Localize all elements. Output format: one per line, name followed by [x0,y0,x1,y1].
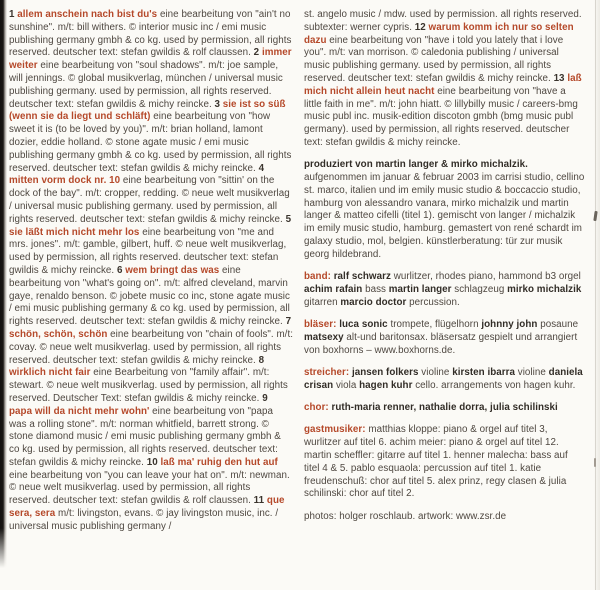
photos-artwork-credit [304,511,586,524]
blaeser-credits [304,319,586,357]
credit-name: jansen folkers [351,366,419,378]
track-credits-left [9,9,293,534]
credit-name: mirko michalzik [507,283,582,295]
track-number: 8 [258,354,265,366]
page-edge-mark-lower [594,458,596,467]
credit-text: bass [362,283,389,295]
credit-text: eine bearbeitung von "chain of fools". m/t: covay. © neue welt musikverlag. used by permission, all rights reserved. deutscher text: stefan gwildis & michy reincke. [9,328,293,366]
track-number: 11 [253,495,267,507]
production-credits [304,159,586,261]
left-column [9,9,293,534]
track-number: 3 [214,98,223,110]
track-credits-right [304,9,586,150]
section-label: gastmusiker: [304,424,369,436]
section-label: band: [304,271,334,283]
track-number: 5 [285,213,292,225]
credit-name: ruth-maria renner, nathalie dorra, julia schilinski [331,402,558,414]
track-number: 4 [258,162,265,174]
credit-name: ralf schwarz [333,271,391,283]
credit-text: eine bearbeitung von "soul shadows". m/t: joe sample, will jennings. © global musikverlag, münchen / universal music publishing germany. used by permission, all rights reserved. deutscher text: stefan gwildis & michy reincke. [9,60,283,110]
credit-text: cello. arrangements von hagen kuhr. [412,379,576,391]
track-title: sie läßt mich nicht mehr los [9,226,140,238]
credit-text: eine bearbeitung von "sittin' on the dock of the bay". m/t: cropper, redding. © neue welt musikverlag / universal music publishing germany. used by permission, all rights reserved. deutscher text: stefan gwildis & michy reincke. [9,175,290,225]
track-number: 1 [9,9,18,20]
credit-name: matsexy [304,331,344,343]
section-label: bläser: [304,319,340,331]
credit-name: daniela crisan [304,366,583,391]
track-title: wirklich nicht fair [9,367,91,379]
track-title: laß ma' ruhig den hut auf [160,456,278,468]
track-title: warum komm ich nur so selten dazu [304,21,574,46]
credit-text: percussion. [406,296,460,308]
credit-text: eine bearbeitung von "you can leave your hat on". m/t: newman. © neue welt musikverlag. used by permission, all rights reserved. deutscher text: stefan gwildis & rolf claussen. [9,469,290,507]
credit-text: photos: holger roschlaub. artwork: www.zsr.de [304,510,507,522]
credit-text: eine Bearbeitung von "family affair". m/t: stewart. © neue welt musikverlag. used by permission, all rights reserved. Deutscher Text: stefan gwildis & michy reincke. [9,367,288,404]
gastmusiker-credits [304,424,586,501]
track-title: papa will da nicht mehr wohn' [9,405,150,417]
credit-text: posaune [537,319,579,331]
track-number: 7 [285,316,292,328]
track-number: 9 [262,392,268,404]
track-title: immer weiter [9,47,292,72]
scan-left-edge [0,0,7,568]
track-number: 10 [146,456,161,468]
credit-text: violine [418,366,453,378]
chor-credits [304,402,586,415]
page-edge-line [595,0,596,590]
streicher-credits [304,367,586,393]
track-number: 2 [253,47,262,59]
right-column [304,9,586,534]
credit-name: kirsten ibarra [452,366,515,378]
credit-text: wurlitzer, rhodes piano, hammond b3 orgel [390,271,581,283]
section-label: chor: [304,402,332,414]
credit-text: viola [333,379,360,391]
credit-text: matthias kloppe: piano & orgel auf titel 3, wurlitzer auf titel 6. achim meier: piano & orgel auf titel 12. martin scheffler: gitarre auf titel 1. henner malecha: bass auf titel 4 & 5. pablo esquaola: percussion auf titel 1. katie freudenschuß: chor auf titel 5. alex prinz, regy clasen & julia schilinski: chor auf titel 2. [304,424,568,500]
credit-name: produziert von martin langer & mirko michalzik. [304,159,528,171]
credit-name: marcio doctor [340,296,407,308]
credit-name: johnny john [481,319,538,331]
credit-text: st. angelo music / mdw. used by permission. all rights reserved. subtexter: werner cypris. [304,9,582,33]
credit-text: eine bearbeitung von "have a little faith in me". m/t: john hiatt. © lillybilly music / careers-bmg music publ inc. musik-edition discoton gmbh (bmg music publ germany). used by permission, all rights reserved. deutscher text: stefan gwildis & michy reincke. [304,85,578,148]
band-credits [304,271,586,309]
track-title: allem anschein nach bist du's [17,9,158,20]
credit-text: gitarren [304,296,341,308]
credit-text: eine bearbeitung von "how sweet it is (to be loved by you)". m/t: brian holland, lamont dozier, eddie holland. © stone agate music / emi music publishing germany gmbh & co kg. used by permission, all rights reserved. deutscher text: stefan gwildis & michy reincke. [9,111,292,174]
credit-text: violine [514,366,549,378]
track-number: 13 [553,72,568,84]
credit-text: eine bearbeitung von "have i told you lately that i love you". m/t: van morrison. © caledonia publishing / universal music publishing germany. used by permission, all rights reserved. deutscher text: stefan gwildis & michy reincke. [304,34,564,84]
track-title: sie ist so süß (wenn sie da liegt und schläft) [9,98,286,123]
credit-text: trompete, flügelhorn [387,319,482,331]
credit-text: eine bearbeitung von "ain't no sunshine". m/t: bill withers. © interior music inc / emi music publishing germany gmbh & co kg. used by permission, all rights reserved. deutscher text: stefan gwildis & rolf claussen. [9,9,292,59]
track-title: wem bringt das was [125,264,220,276]
credit-name: hagen kuhr [359,379,413,391]
credit-text: eine bearbeitung von "me and mrs. jones". m/t: gamble, gilbert, huff. © neue welt musikverlag, used by permission, all rights reserved. deutscher text: stefan gwildis & michy reincke. [9,226,287,276]
section-label: streicher: [304,366,352,378]
track-title: que sera, sera [9,495,285,520]
credit-text: alt-und baritonsax. bläsersatz gespielt und arrangiert von boxhorns – www.boxhorns.de. [304,331,578,356]
credit-text: m/t: livingston, evans. © jay livingston music, inc. / universal music publishing germany / [9,508,279,532]
track-title: laß mich nicht allein heut nacht [304,72,582,97]
track-number: 12 [414,21,429,33]
credit-text: schlagzeug [451,283,508,295]
credit-name: achim rafain [304,283,363,295]
track-number: 6 [116,264,126,276]
credit-text: eine bearbeitung von "what's going on". m/t: alfred cleveland, marvin gaye, renaldo benson. © jobete music co inc, stone agate music / emi music publishing germany & co kg. used by permission, all rights reserved. deutscher text: stefan gwildis & michy reincke. [9,264,290,328]
track-title: mitten vorm dock nr. 10 [9,175,121,187]
credit-name: luca sonic [339,319,388,331]
track-title: schön, schön, schön [9,328,108,340]
credit-text: eine bearbeitung von "papa was a rolling stone". m/t: norman whitfield, barrett strong. © stone diamond music / emi music publishing germany gmbh & co kg. used by permission, all rights reserved. deutscher text: stefan gwildis & michy reincke. [9,405,281,468]
credit-text: aufgenommen im januar & februar 2003 im carrisi studio, cellino st. marco, italien und im emily music studio & boccaccio studio, hamburg von alessandro vanara, mirko michalzik und martin langer & matteo cifelli (titel 1). gemischt von langer / michalzik im emily music studio, hamburg. gemastert von rené schardt im galaxy studio, mol, belgien. künstlerberatung: tür zur musik georg hildebrand. [304,172,585,260]
credit-name: martin langer [388,283,452,295]
